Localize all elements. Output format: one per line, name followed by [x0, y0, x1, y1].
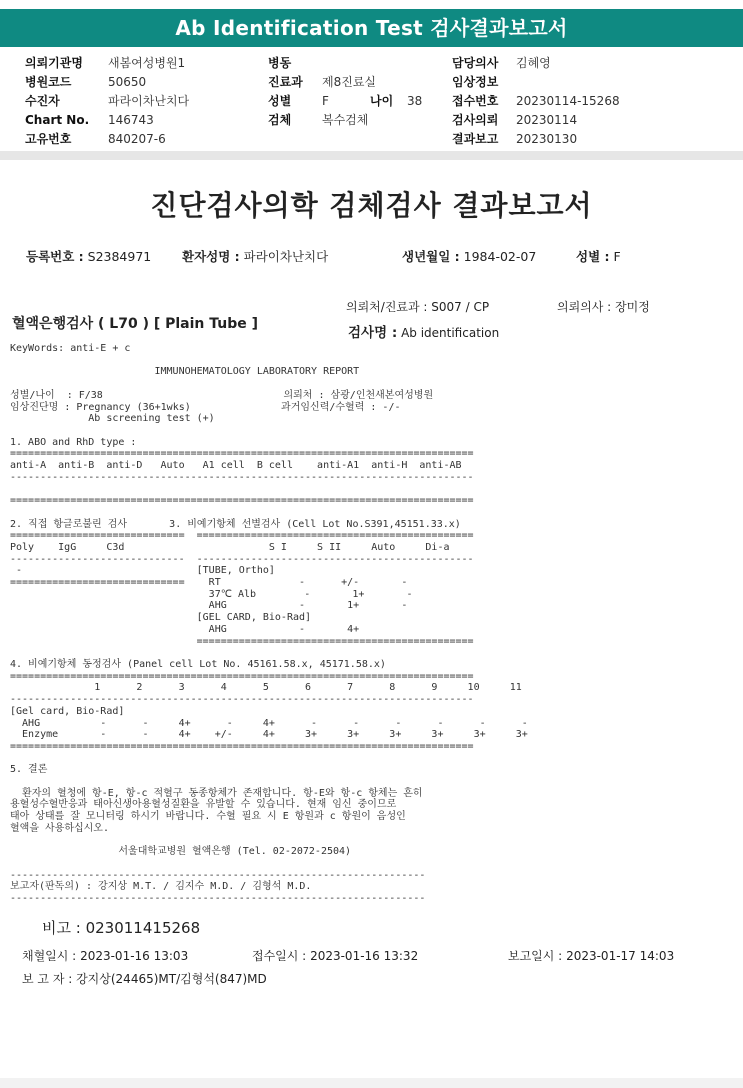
report-line: 보고자(판독의) : 강지상 M.T. / 김지수 M.D. / 김형석 M.D. — [10, 881, 312, 893]
patient-name — [182, 247, 328, 265]
dept-label: 의뢰처/진료과 : — [346, 300, 428, 314]
report-line — [10, 776, 528, 788]
report-line: Enzyme - - 4+ +/- 4+ 3+ 3+ 3+ 3+ 3+ 3+ — [10, 729, 528, 741]
lab-report-text — [10, 343, 528, 905]
report-line: Ab screening test (+) — [10, 413, 215, 425]
header-label: 임상정보 — [452, 75, 499, 89]
birth-label: 생년월일 : — [402, 249, 460, 264]
header-value: 새봄여성병원1 — [108, 56, 186, 70]
referring-dept — [346, 298, 489, 315]
report-line: IMMUNOHEMATOLOGY LABORATORY REPORT — [10, 366, 360, 378]
receive-value: 2023-01-16 13:32 — [310, 949, 419, 963]
sex-value: F — [613, 249, 621, 264]
reporter-value: 강지상(24465)MT/김형석(847)MD — [76, 972, 267, 986]
birth-date — [402, 247, 536, 265]
report-line: ============================================== — [10, 635, 474, 647]
report-time-label: 보고일시 : — [508, 949, 563, 963]
header-value: 20230130 — [516, 132, 578, 146]
reporter-label: 보 고 자 : — [22, 972, 73, 986]
report-line: 1. ABO and RhD type : — [10, 436, 137, 448]
header-value: 복수검체 — [322, 113, 369, 127]
report-line — [10, 507, 528, 519]
report-line — [10, 647, 528, 659]
collect-label: 채혈일시 : — [22, 949, 77, 963]
header-value: 김혜영 — [516, 56, 551, 70]
header-value: 840207-6 — [108, 132, 166, 146]
report-time-value: 2023-01-17 14:03 — [566, 949, 675, 963]
report-line — [10, 858, 528, 870]
report-line: ============================================================================= — [10, 670, 474, 682]
report-line: [Gel card, Bio-Rad] — [10, 705, 125, 717]
report-line: AHG - 1+ - — [10, 600, 408, 612]
report-line: 2. 직접 항글로불린 검사 3. 비예기항체 선별검사 (Cell Lot No.S391,45151.33.x) — [10, 518, 461, 530]
header-label: 검체 — [268, 113, 292, 127]
header-panel — [0, 54, 743, 150]
report-line: [GEL CARD, Bio-Rad] — [10, 612, 312, 624]
report-line: AHG - 4+ — [10, 623, 360, 635]
report-line: 37℃ Alb - 1+ - — [10, 588, 413, 600]
report-line: 1 2 3 4 5 6 7 8 9 10 11 — [10, 682, 522, 694]
header-label: 결과보고 — [452, 132, 499, 146]
report-line — [10, 378, 528, 390]
report-title-bar: Ab Identification Test 검사결과보고서 — [0, 9, 743, 47]
collection-time — [22, 947, 188, 964]
report-line — [10, 835, 528, 847]
page-bottom-strip — [0, 1078, 743, 1088]
sex-label: 성별 : — [576, 249, 610, 264]
report-line: Poly IgG C3d S I S II Auto Di-a — [10, 541, 450, 553]
doctor-value: 장미정 — [615, 300, 650, 314]
patient-sex — [576, 247, 621, 265]
header-label: 접수번호 — [452, 94, 499, 108]
header-label: 담당의사 — [452, 56, 499, 70]
header-label: 고유번호 — [25, 132, 72, 146]
header-value: 50650 — [108, 75, 147, 89]
remark-label: 비고 : — [42, 919, 81, 937]
header-row — [0, 130, 743, 149]
report-line: 용혈성수혈반응과 태아신생아용혈성질환을 유발할 수 있습니다. 현재 임신 중이므로 — [10, 799, 397, 811]
report-line: KeyWords: anti-E + c — [10, 343, 131, 354]
report-line: 임상진단명 : Pregnancy (36+1wks) 과거임신력/수혈력 : -/- — [10, 401, 401, 413]
header-value: 제8진료실 — [322, 75, 377, 89]
registration-value: S2384971 — [87, 249, 152, 264]
header-value: 146743 — [108, 113, 154, 127]
header-value: 20230114-15268 — [516, 94, 620, 108]
report-line — [10, 355, 528, 367]
test-value: Ab identification — [401, 326, 500, 340]
header-value: 파라이차난치다 — [108, 94, 190, 108]
report-line: 태아 상태를 잘 모니터링 하시기 바랍니다. 수혈 필요 시 E 항원과 c 항원이 음성인 — [10, 811, 406, 823]
receive-label: 접수일시 : — [252, 949, 307, 963]
header-label: 병동 — [268, 56, 292, 70]
page-title: 진단검사의학 검체검사 결과보고서 — [150, 189, 593, 222]
report-line: anti-A anti-B anti-D Auto A1 cell B cell anti-A1 anti-H anti-AB — [10, 460, 462, 472]
report-line: 서울대학교병원 혈액은행 (Tel. 02-2072-2504) — [10, 846, 352, 858]
header-label: 성별 — [268, 94, 292, 108]
report-line: 4. 비예기항체 동정검사 (Panel cell Lot No. 45161.58.x, 45171.58.x) — [10, 658, 386, 670]
test-category: 혈액은행검사 ( L70 ) [ Plain Tube ] — [12, 316, 259, 332]
header-row — [0, 73, 743, 92]
header-label: 진료과 — [268, 75, 303, 89]
patient-value: 파라이차난치다 — [243, 249, 329, 264]
report-line: AHG - - 4+ - 4+ - - - - - - — [10, 717, 528, 729]
report-line: ----------------------------- ---------------------------------------------- — [10, 553, 474, 565]
report-line: ============================================================================= — [10, 448, 474, 460]
report-line — [10, 483, 528, 495]
header-value: 20230114 — [516, 113, 578, 127]
test-label: 검사명 : — [348, 325, 398, 341]
report-line: ============================================================================= — [10, 740, 474, 752]
remark — [42, 917, 200, 938]
receipt-time — [252, 947, 418, 964]
report-line — [10, 753, 528, 765]
section-divider — [0, 151, 743, 160]
header-row — [0, 111, 743, 130]
report-line: --------------------------------------------------------------------- — [10, 869, 426, 881]
report-line: 5. 결론 — [10, 764, 48, 776]
header-label: Chart No. — [25, 113, 90, 127]
dept-value: S007 / CP — [431, 300, 490, 314]
patient-label: 환자성명 : — [182, 249, 240, 264]
report-line: - [TUBE, Ortho] — [10, 565, 275, 577]
report-time — [508, 947, 674, 964]
report-line: ============================= ============================================== — [10, 530, 474, 542]
report-line: ----------------------------------------------------------------------------- — [10, 694, 474, 706]
header-label: 수진자 — [25, 94, 60, 108]
remark-value: 023011415268 — [85, 919, 201, 937]
test-name — [348, 321, 499, 341]
header-value: F — [322, 94, 329, 108]
registration-label: 등록번호 : — [26, 249, 84, 264]
report-line: ============================================================================= — [10, 495, 474, 507]
report-line: ============================= RT - +/- - — [10, 577, 408, 589]
registration-number — [26, 247, 151, 265]
header-label: 검사의뢰 — [452, 113, 499, 127]
reporter — [22, 970, 267, 987]
report-line — [10, 425, 528, 437]
report-line: --------------------------------------------------------------------- — [10, 893, 426, 905]
header-row — [0, 92, 743, 111]
referring-doctor — [557, 298, 650, 315]
age-label: 나이 — [370, 94, 394, 108]
header-label: 의뢰기관명 — [25, 56, 83, 70]
birth-value: 1984-02-07 — [463, 249, 537, 264]
header-row — [0, 54, 743, 73]
report-line: ----------------------------------------------------------------------------- — [10, 471, 474, 483]
age-value: 38 — [407, 94, 423, 108]
report-line: 성별/나이 : F/38 의뢰처 : 삼광/인천새본여성병원 — [10, 389, 434, 401]
doctor-label: 의뢰의사 : — [557, 300, 612, 314]
report-line: 환자의 혈청에 항-E, 항-c 적혈구 동종항체가 존재합니다. 항-E와 항-c 항체는 흔히 — [10, 787, 423, 799]
header-label: 병원코드 — [25, 75, 72, 89]
report-line: 혈액을 사용하십시오. — [10, 822, 109, 834]
collect-value: 2023-01-16 13:03 — [80, 949, 189, 963]
